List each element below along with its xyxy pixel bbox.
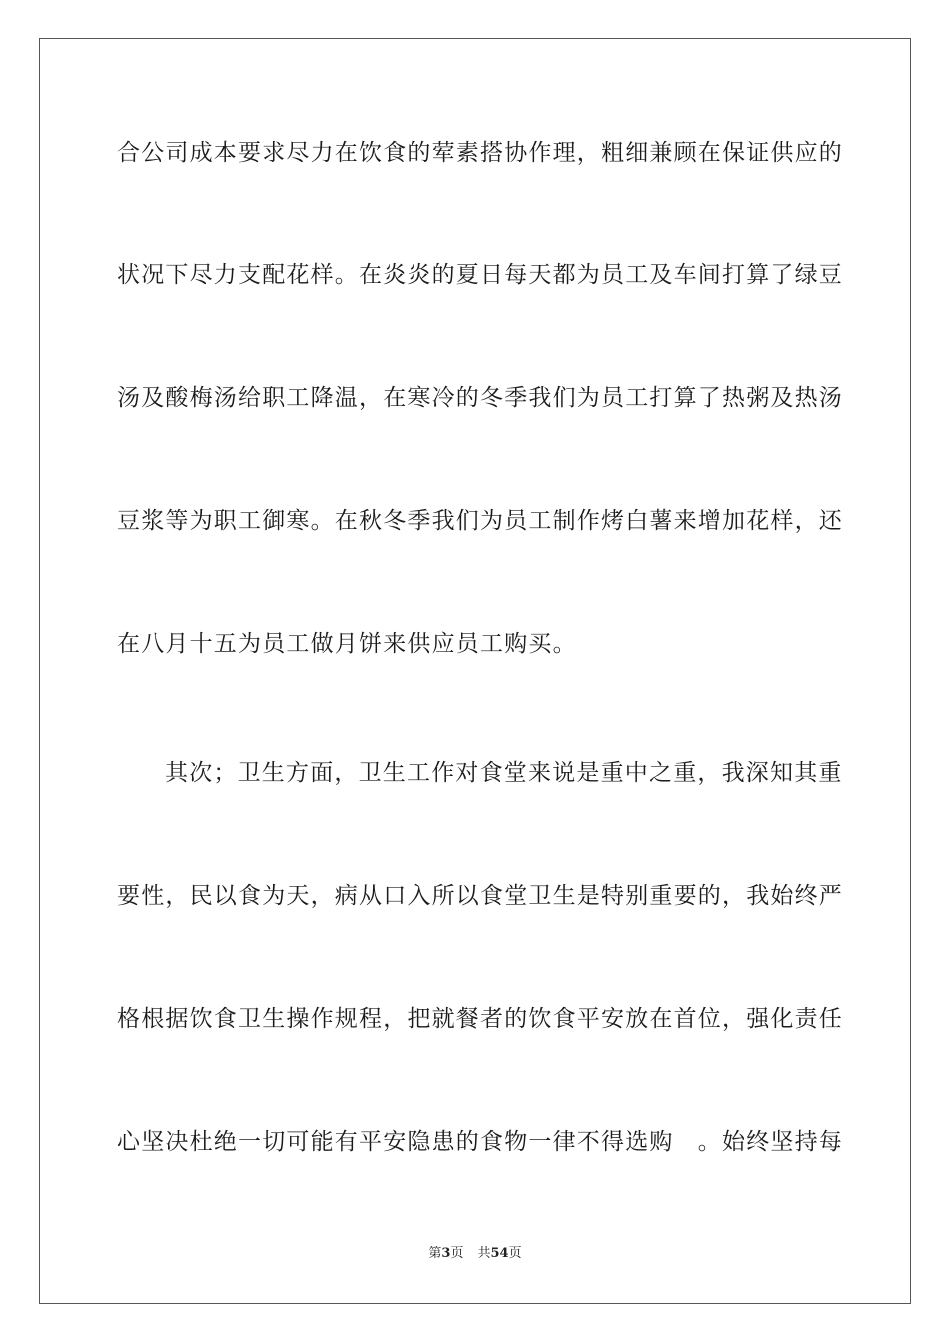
text-line: 心坚决杜绝一切可能有平安隐患的食物一律不得选购 。始终坚持每: [117, 1129, 843, 1155]
text-line: 格根据饮食卫生操作规程，把就餐者的饮食平安放在首位，强化责任: [117, 1006, 843, 1032]
text-line: 要性，民以食为天，病从口入所以食堂卫生是特别重要的，我始终严: [117, 883, 843, 909]
text-line: 状况下尽力支配花样。在炎炎的夏日每天都为员工及车间打算了绿豆: [117, 262, 843, 288]
page-border: [39, 38, 911, 1304]
total-suffix: 页: [508, 1246, 522, 1261]
total-prefix: 共: [477, 1246, 491, 1261]
text-line: 合公司成本要求尽力在饮食的荤素搭协作理，粗细兼顾在保证供应的: [117, 140, 843, 166]
text-line: 在八月十五为员工做月饼来供应员工购买。: [117, 631, 577, 657]
text-line: 汤及酸梅汤给职工降温，在寒冷的冬季我们为员工打算了热粥及热汤: [117, 385, 843, 411]
page-prefix: 第: [428, 1246, 442, 1261]
page-footer: [0, 1245, 950, 1263]
paragraph-first-line: 其次；卫生方面，卫生工作对食堂来说是重中之重，我深知其重: [165, 760, 843, 786]
page-number: 3: [441, 1246, 451, 1261]
text-line: 豆浆等为职工御寒。在秋冬季我们为员工制作烤白薯来增加花样，还: [117, 508, 843, 534]
total-pages: 54: [490, 1246, 509, 1261]
page-suffix: 页: [450, 1246, 464, 1261]
